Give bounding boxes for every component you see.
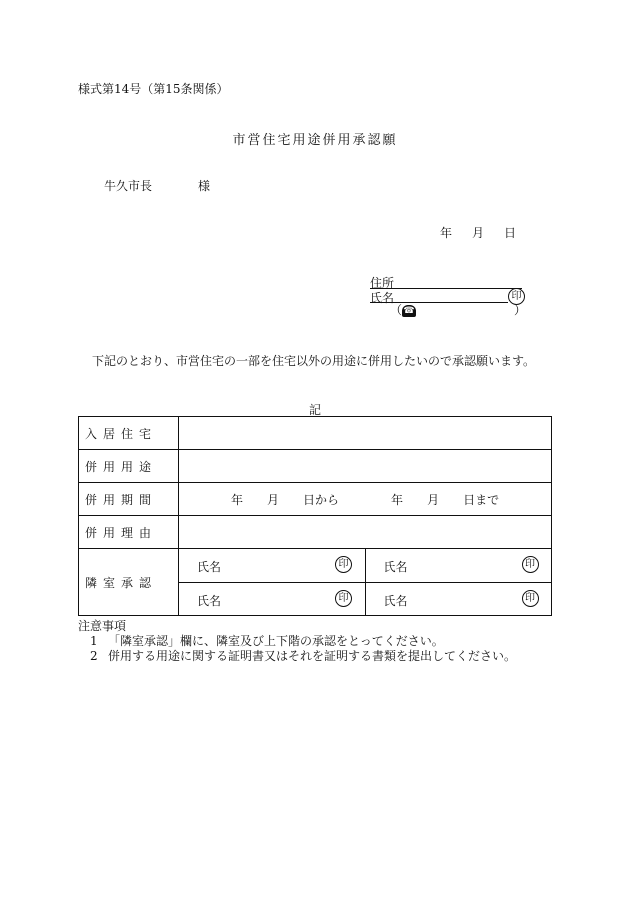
row-header-reason: 併用理由 [79, 516, 179, 549]
period-year-to: 年 [391, 492, 404, 507]
name-label: 氏名 [370, 291, 395, 305]
period-month-to: 月 [427, 492, 440, 507]
use-field[interactable] [179, 450, 552, 483]
notes-heading: 注意事項 [78, 619, 127, 633]
seal-icon: 印 [522, 556, 539, 573]
row-header-neighbor-approval: 隣室承認 [79, 549, 179, 616]
table-row [79, 549, 552, 583]
residence-field[interactable] [179, 417, 552, 450]
date-year: 年 [440, 226, 453, 240]
sign-name-label: 氏名 [383, 593, 408, 608]
row-header-use: 併用用途 [79, 450, 179, 483]
table-row [79, 516, 552, 549]
neighbor-sign-4[interactable] [365, 582, 552, 616]
ki-label: 記 [308, 403, 321, 417]
neighbor-sign-2[interactable] [365, 549, 552, 583]
note-item [78, 649, 516, 664]
applicant-seal-icon: 印 [508, 288, 525, 305]
table-row [79, 417, 552, 450]
addressee-honorific: 様 [198, 179, 211, 193]
date-day: 日 [504, 226, 517, 240]
table-row [79, 450, 552, 483]
form-number: 様式第14号（第15条関係） [78, 82, 229, 96]
table-row [79, 483, 552, 516]
period-field[interactable] [179, 483, 552, 516]
seal-icon: 印 [522, 590, 539, 607]
seal-icon: 印 [335, 590, 352, 607]
note-number: 2 [90, 649, 98, 663]
date-line [440, 224, 516, 241]
addressee-mayor: 牛久市長 [104, 179, 153, 193]
phone-line [390, 301, 527, 318]
period-month-from: 月 [267, 492, 280, 507]
phone-icon: ☎ [403, 305, 415, 316]
notes-section [78, 619, 516, 664]
neighbor-sign-3[interactable] [179, 582, 366, 616]
row-header-residence: 入居住宅 [79, 417, 179, 450]
page-title: 市営住宅用途併用承認願 [232, 133, 398, 148]
reason-field[interactable] [179, 516, 552, 549]
phone-paren-close: ） [514, 303, 527, 317]
note-text: 併用する用途に関する証明書又はそれを証明する書類を提出してください。 [108, 649, 517, 663]
sign-name-label: 氏名 [197, 560, 222, 574]
row-header-period: 併用期間 [79, 483, 179, 516]
address-label: 住所 [370, 276, 395, 290]
period-from: 日から [303, 492, 340, 507]
note-number: 1 [90, 634, 98, 648]
note-text: 「隣室承認」欄に、隣室及び上下階の承認をとってください。 [108, 634, 444, 648]
date-month: 月 [472, 226, 485, 240]
phone-paren-open: （ [390, 303, 403, 317]
application-table [78, 416, 552, 616]
addressee [104, 177, 210, 194]
period-year-from: 年 [231, 492, 244, 507]
note-item [78, 634, 516, 649]
period-to: 日まで [463, 492, 500, 507]
seal-icon: 印 [335, 556, 352, 573]
request-text: 下記のとおり、市営住宅の一部を住宅以外の用途に併用したいので承認願います。 [92, 354, 536, 368]
sign-name-label: 氏名 [197, 593, 222, 608]
sign-name-label: 氏名 [383, 560, 408, 574]
neighbor-sign-1[interactable] [179, 549, 366, 583]
